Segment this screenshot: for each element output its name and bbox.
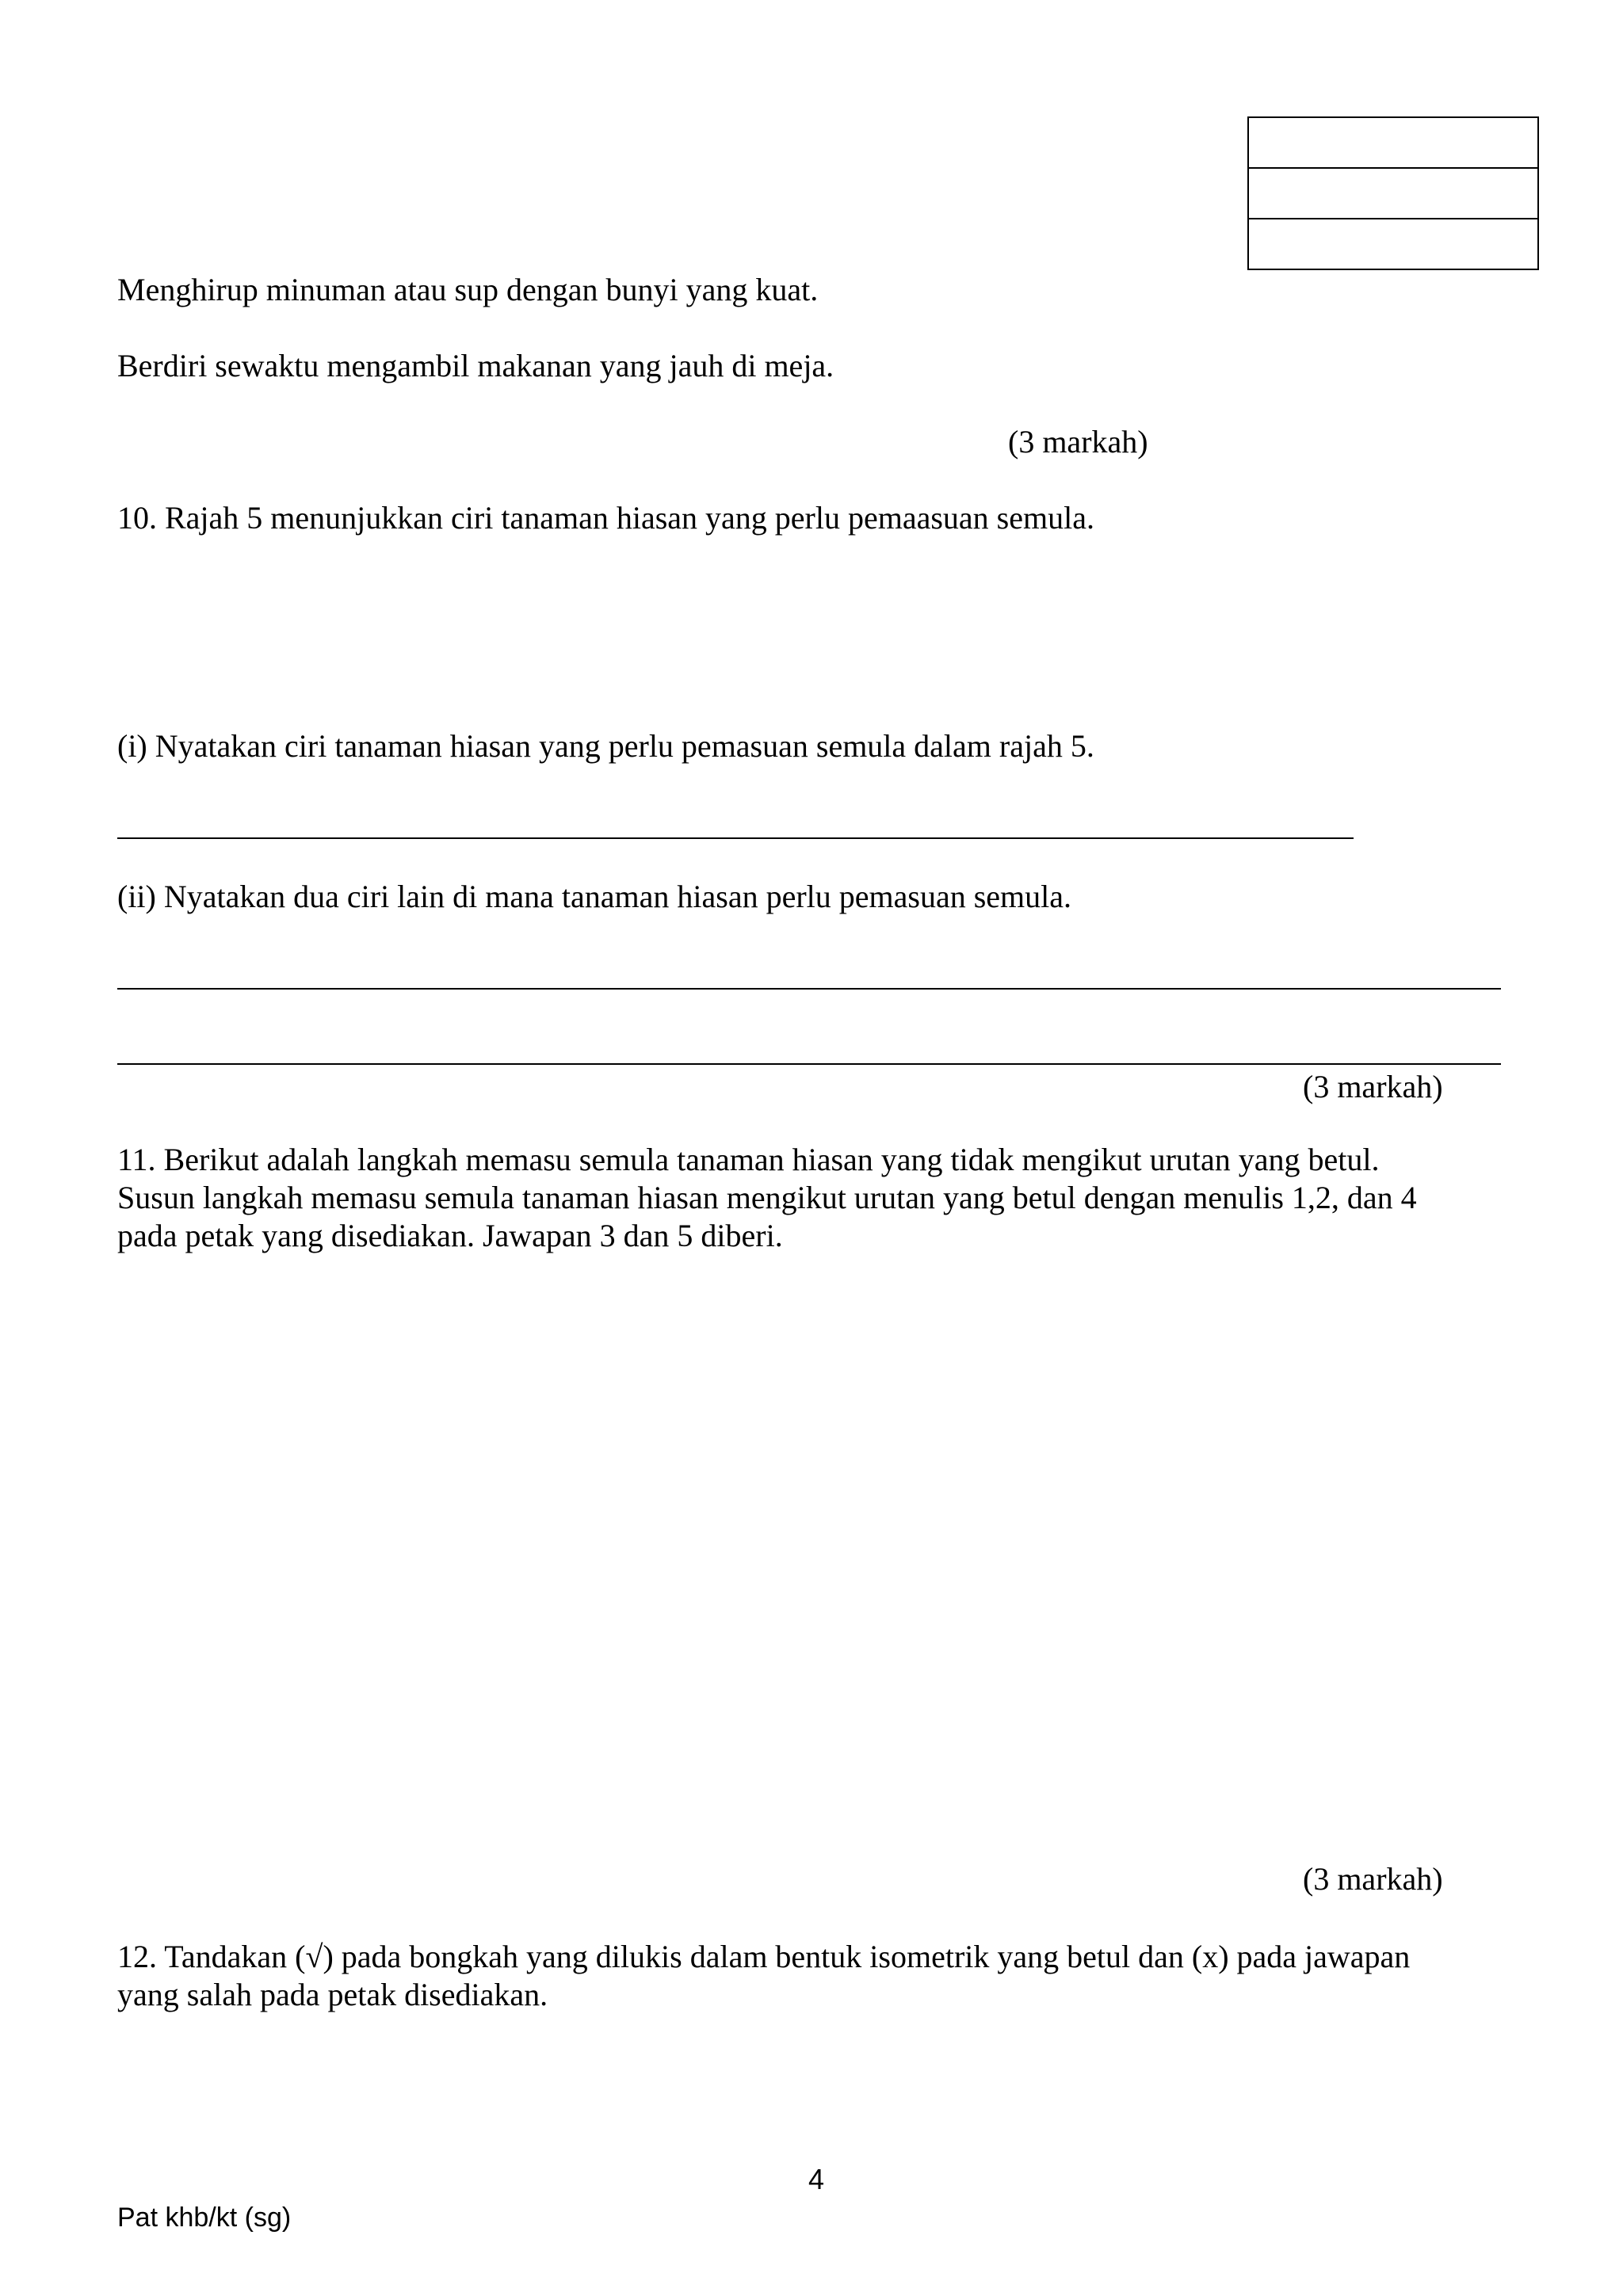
statement-line: Berdiri sewaktu mengambil makanan yang jauh di meja. bbox=[117, 348, 834, 383]
question-11 bbox=[117, 1141, 1417, 1255]
marks-label: (3 markah) bbox=[1303, 1861, 1443, 1897]
question-11-line: Susun langkah memasu semula tanaman hiasan mengikut urutan yang betul dengan menulis 1,2, dan 4 bbox=[117, 1180, 1417, 1215]
question-12-line: 12. Tandakan (√) pada bongkah yang dilukis dalam bentuk isometrik yang betul dan (x) pada jawapan bbox=[117, 1939, 1411, 1974]
question-11-line: pada petak yang disediakan. Jawapan 3 dan 5 diberi. bbox=[117, 1218, 783, 1253]
answer-box[interactable] bbox=[1249, 167, 1537, 218]
answer-box[interactable] bbox=[1249, 218, 1537, 269]
answer-line[interactable] bbox=[117, 837, 1354, 839]
footer-text: Pat khb/kt (sg) bbox=[117, 2203, 292, 2233]
question-10-part-ii: (ii) Nyatakan dua ciri lain di mana tanaman hiasan perlu pemasuan semula. bbox=[117, 879, 1072, 914]
answer-line[interactable] bbox=[117, 988, 1501, 990]
marks-label: (3 markah) bbox=[1008, 424, 1148, 460]
answer-box[interactable] bbox=[1249, 118, 1537, 167]
statement-line: Menghirup minuman atau sup dengan bunyi yang kuat. bbox=[117, 272, 819, 307]
question-12-line: yang salah pada petak disediakan. bbox=[117, 1977, 548, 2012]
marks-label: (3 markah) bbox=[1303, 1069, 1443, 1104]
answer-box-table bbox=[1247, 116, 1539, 270]
question-10-part-i: (i) Nyatakan ciri tanaman hiasan yang perlu pemasuan semula dalam rajah 5. bbox=[117, 728, 1094, 764]
page-number: 4 bbox=[808, 2163, 825, 2195]
question-10: 10. Rajah 5 menunjukkan ciri tanaman hiasan yang perlu pemaasuan semula. bbox=[117, 500, 1094, 536]
question-12 bbox=[117, 1938, 1410, 2014]
question-11-line: 11. Berikut adalah langkah memasu semula tanaman hiasan yang tidak mengikut urutan yang betul. bbox=[117, 1142, 1380, 1177]
answer-line[interactable] bbox=[117, 1063, 1501, 1065]
